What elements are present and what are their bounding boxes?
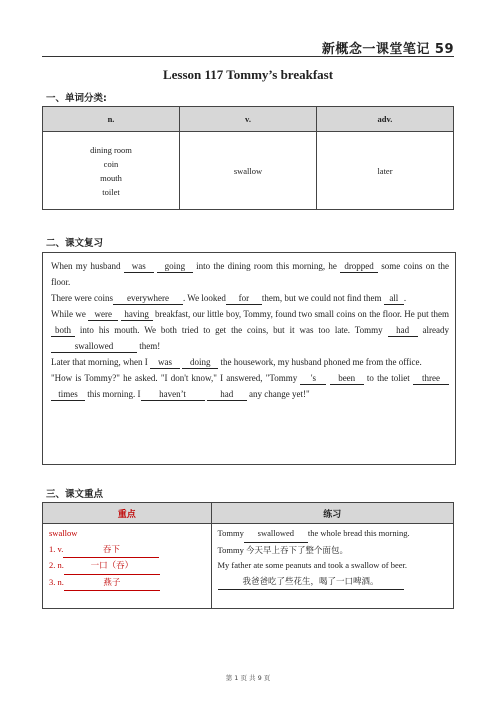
- key-answer: 一口（吞）: [64, 558, 160, 575]
- blank-answer: three: [413, 372, 449, 385]
- review-paragraph: When my husband was going into the dining room this morning, he dropped some coins on the floor.: [51, 261, 449, 287]
- column-noun: n.: [43, 107, 180, 132]
- blank-answer: times: [51, 388, 85, 401]
- word-classification-table: [42, 106, 454, 210]
- key-answer: 燕子: [64, 575, 160, 592]
- key-item: 3. n. 燕子: [49, 575, 205, 592]
- blank-answer: swallowed: [51, 340, 137, 353]
- section1-heading: 一、单词分类:: [46, 93, 107, 104]
- review-paragraph: "How is Tommy?" he asked. "I don't know," I answered, "Tommy 's been to the toliet three times this morning. I haven’t had any change yet!": [51, 370, 449, 402]
- noun-item: toilet: [102, 186, 120, 197]
- blank-answer: all: [384, 292, 404, 305]
- key-item: 2. n. 一口（吞）: [49, 558, 205, 575]
- adverb-item: later: [377, 165, 393, 176]
- verb-cell: [180, 132, 317, 210]
- key-word: swallow: [49, 528, 78, 538]
- column-adverb: adv.: [317, 107, 454, 132]
- blank-answer: had: [388, 324, 418, 337]
- verb-item: swallow: [233, 165, 263, 176]
- blank-answer: dropped: [340, 260, 378, 273]
- blank-answer: having: [121, 308, 153, 321]
- review-paragraph: Later that morning, when I was doing the housework, my husband phoned me from the office.: [51, 357, 422, 367]
- blank-answer: had: [207, 388, 247, 401]
- lesson-title: Lesson 117 Tommy’s breakfast: [162, 67, 334, 82]
- adverb-cell: [317, 132, 454, 210]
- blank-answer: for: [226, 292, 262, 305]
- column-key-points: 重点: [43, 503, 212, 524]
- key-answer: 吞下: [63, 542, 159, 559]
- page-footer: 第 1 页 共 9 页: [225, 674, 271, 682]
- practice-answer: swallowed: [244, 526, 308, 543]
- blank-answer: haven’t: [141, 388, 205, 401]
- noun-item: dining room: [90, 144, 132, 155]
- review-paragraph: While we were having breakfast, our little boy, Tommy, found two small coins on the floor. He put themboth into his mouth. We both tried to get the coins, but it was too late. Tommy had already swallowed them!: [51, 309, 450, 351]
- practice-line: Tommy swallowed the whole bread this morning.: [218, 526, 448, 543]
- blank-answer: both: [51, 324, 75, 337]
- practice-line: My father ate some peanuts and took a swallow of beer.: [217, 560, 408, 570]
- section2-heading: 二、课文复习: [46, 238, 104, 249]
- noun-item: mouth: [100, 172, 122, 183]
- noun-cell: [43, 132, 180, 210]
- blank-answer: 's: [300, 372, 326, 385]
- series-title: 新概念一课堂笔记 59: [321, 42, 454, 57]
- blank-answer: been: [330, 372, 364, 385]
- blank-answer: doing: [182, 356, 218, 369]
- practice-line: [218, 574, 448, 591]
- page-header: [42, 30, 454, 57]
- practice-cell: [211, 524, 454, 609]
- text-review-box: [42, 252, 456, 465]
- key-points-table: [42, 502, 454, 609]
- key-points-cell: [43, 524, 212, 609]
- practice-line: Tommy 今天早上吞下了整个面包。: [217, 544, 348, 555]
- key-item: 1. v. 吞下: [49, 542, 205, 559]
- blank-answer: was: [150, 356, 180, 369]
- blank-answer: were: [88, 308, 118, 321]
- blank-answer: going: [157, 260, 193, 273]
- section3-heading: 三、课文重点: [46, 489, 104, 500]
- blank-answer: was: [124, 260, 154, 273]
- column-verb: v.: [180, 107, 317, 132]
- review-paragraph: There were coins everywhere . We looked for them, but we could not find them all .: [51, 293, 407, 303]
- blank-answer: everywhere: [113, 292, 183, 305]
- column-practice: 练习: [211, 503, 454, 524]
- practice-answer: 我爸爸吃了些花生，喝了一口啤酒。: [218, 574, 404, 591]
- noun-item: coin: [103, 158, 119, 169]
